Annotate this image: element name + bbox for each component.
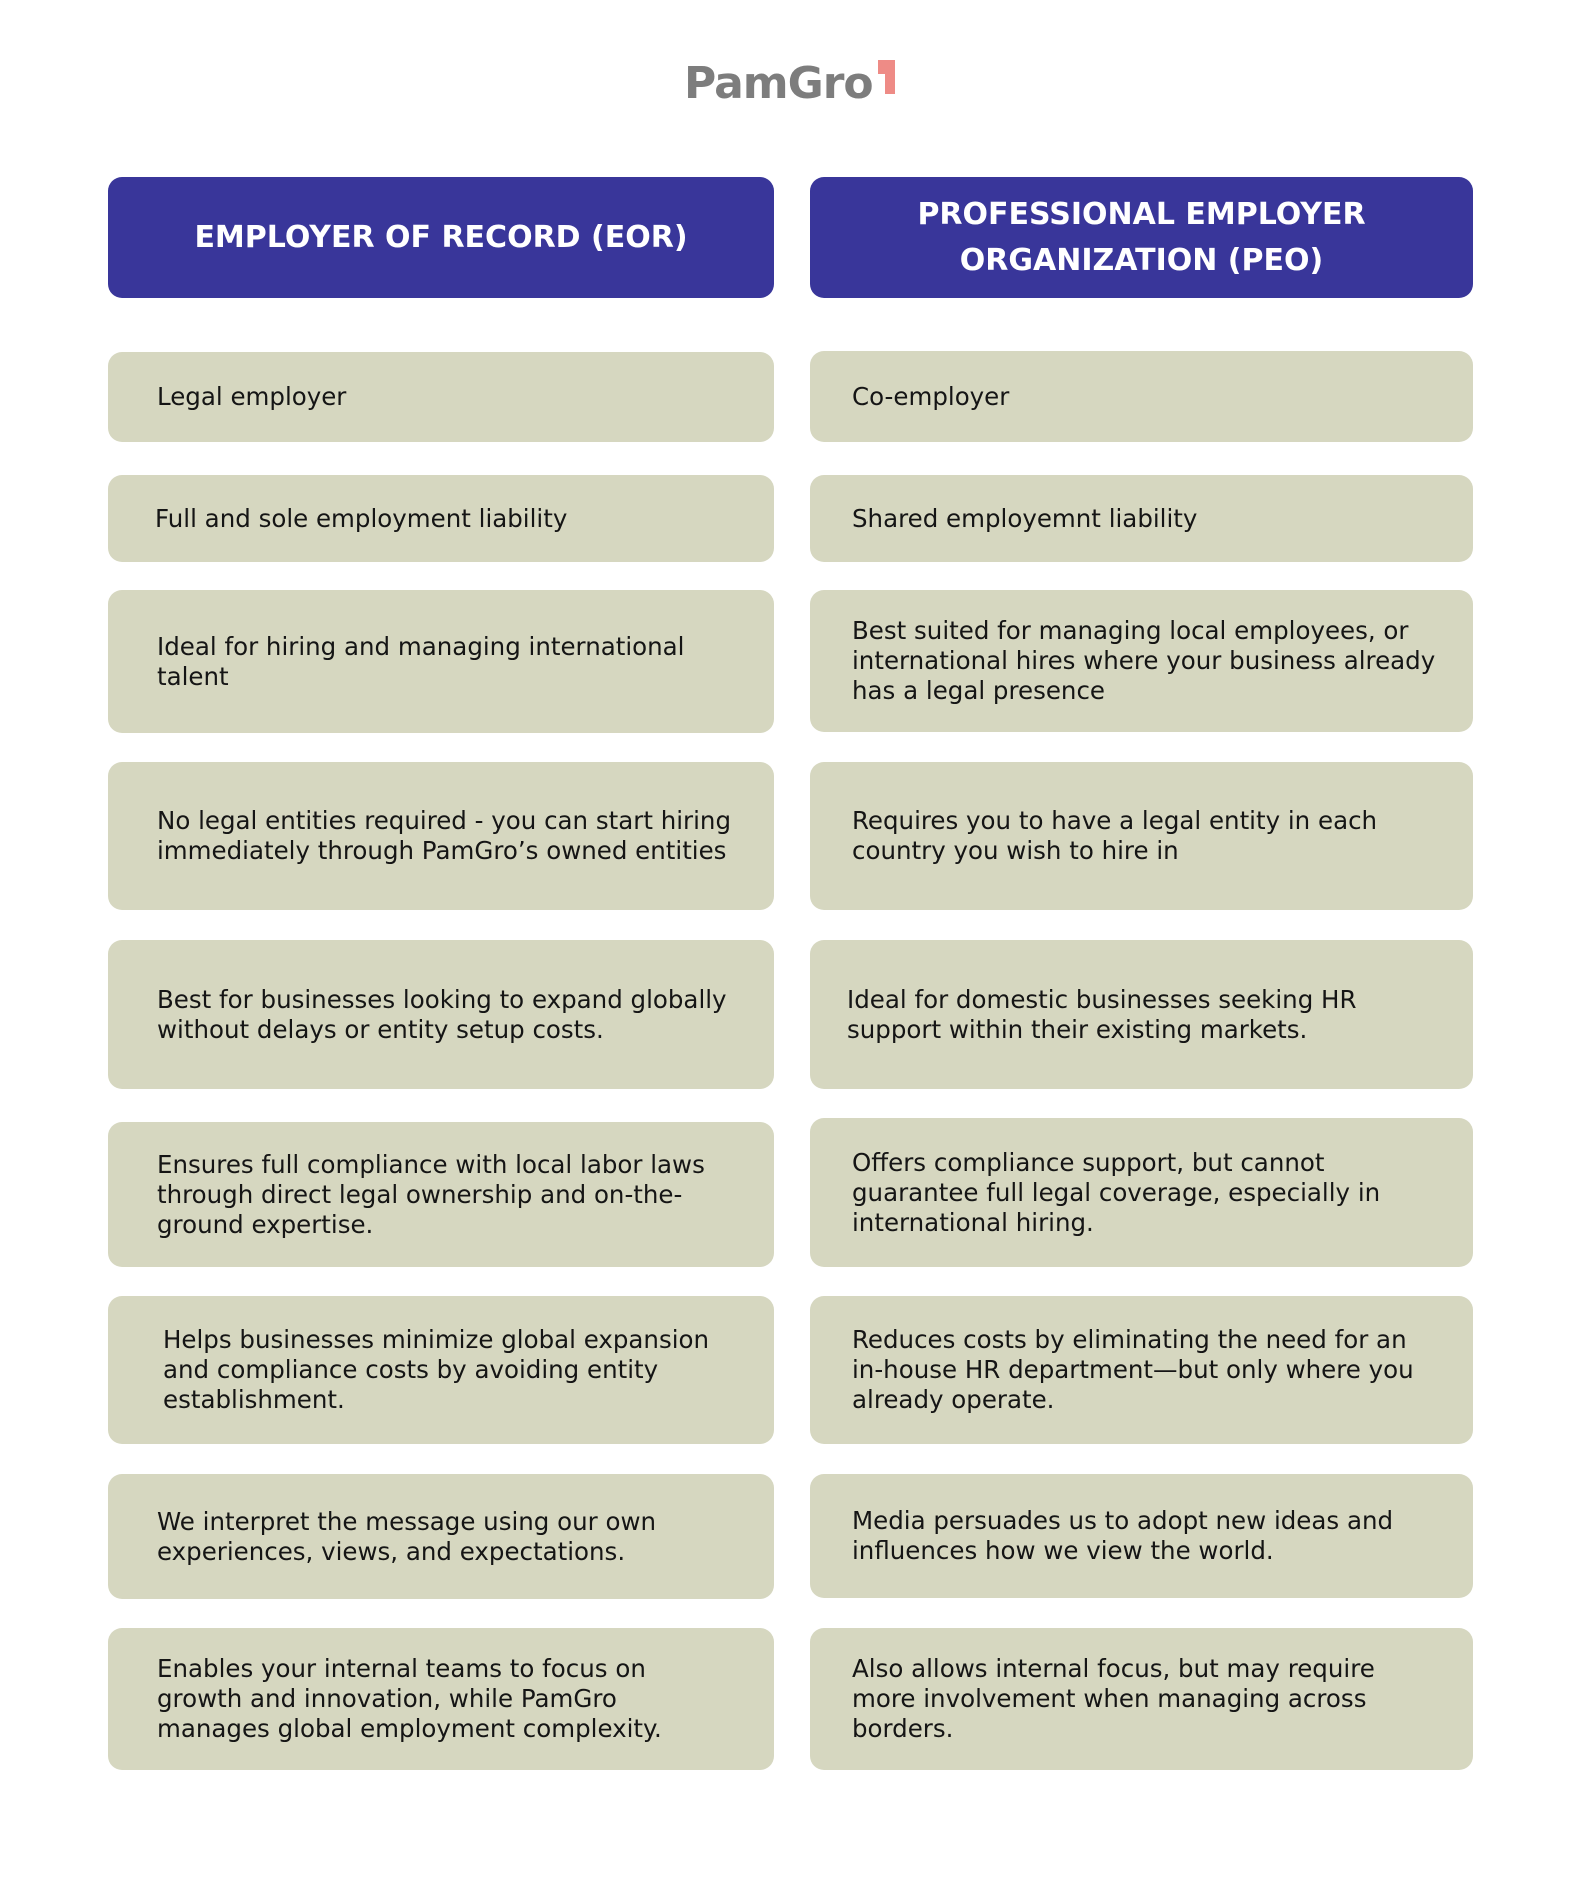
peo-cell-best-suited: Best suited for managing local employees, or international hires where your business already has a legal presence	[810, 590, 1473, 732]
eor-cell-interpret: We interpret the message using our own experiences, views, and expectations.	[108, 1474, 774, 1599]
peo-cell-legal-entities: Requires you to have a legal entity in each country you wish to hire in	[810, 762, 1473, 910]
eor-cell-ideal-for: Ideal for hiring and managing international talent	[108, 590, 774, 733]
peo-cell-costs: Reduces costs by eliminating the need for an in-house HR department—but only where you already operate.	[810, 1296, 1473, 1444]
eor-column-header: EMPLOYER OF RECORD (EOR)	[108, 177, 774, 298]
eor-cell-liability: Full and sole employment liability	[108, 475, 774, 562]
peo-cell-internal-focus: Also allows internal focus, but may require more involvement when managing across borders.	[810, 1628, 1473, 1770]
eor-cell-internal-focus: Enables your internal teams to focus on growth and innovation, while PamGro manages global employment complexity.	[108, 1628, 774, 1770]
peo-cell-liability: Shared employemnt liability	[810, 475, 1473, 562]
eor-cell-best-for: Best for businesses looking to expand globally without delays or entity setup costs.	[108, 940, 774, 1089]
peo-column-header: PROFESSIONAL EMPLOYER ORGANIZATION (PEO)	[810, 177, 1473, 298]
peo-cell-domestic: Ideal for domestic businesses seeking HR support within their existing markets.	[810, 940, 1473, 1089]
eor-cell-legal-employer: Legal employer	[108, 352, 774, 442]
peo-cell-co-employer: Co-employer	[810, 351, 1473, 442]
eor-cell-costs: Helps businesses minimize global expansion and compliance costs by avoiding entity establishment.	[108, 1296, 774, 1444]
eor-cell-legal-entities: No legal entities required - you can start hiring immediately through PamGro’s owned entities	[108, 762, 774, 910]
logo-wordmark: PamGro	[684, 58, 873, 109]
peo-cell-media: Media persuades us to adopt new ideas and influences how we view the world.	[810, 1474, 1473, 1598]
peo-cell-compliance: Offers compliance support, but cannot guarantee full legal coverage, especially in international hiring.	[810, 1118, 1473, 1267]
eor-cell-compliance: Ensures full compliance with local labor laws through direct legal ownership and on-the-ground expertise.	[108, 1122, 774, 1267]
logo-mark-icon	[875, 60, 897, 96]
pamgro-logo	[684, 56, 897, 116]
